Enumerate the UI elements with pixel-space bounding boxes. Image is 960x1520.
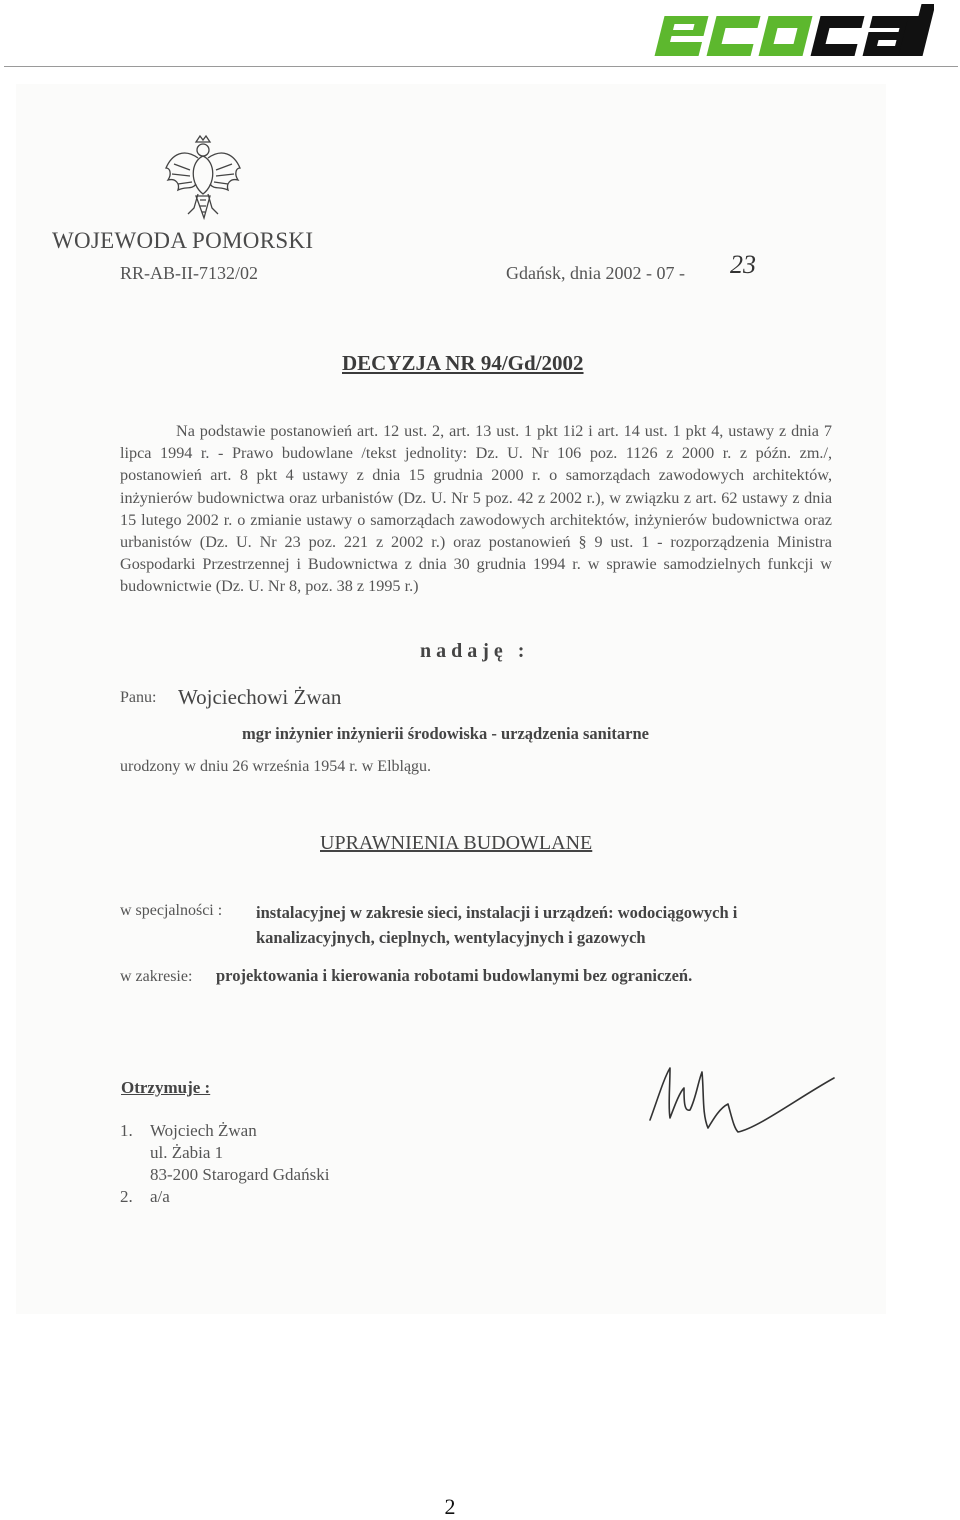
reference-number: RR-AB-II-7132/02 xyxy=(120,263,258,283)
receiver-number: 1. xyxy=(120,1121,133,1140)
polish-eagle-emblem xyxy=(160,134,246,222)
receivers-list xyxy=(120,1120,329,1208)
receiver-line: a/a xyxy=(150,1187,170,1206)
recipient-label: Panu: xyxy=(120,689,157,706)
header-divider xyxy=(4,66,958,67)
office-name: WOJEWODA POMORSKI xyxy=(52,228,314,253)
receiver-line: 83-200 Starogard Gdański xyxy=(150,1165,330,1184)
decision-title: DECYZJA NR 94/Gd/2002 xyxy=(342,351,584,375)
permissions-title: UPRAWNIENIA BUDOWLANE xyxy=(320,832,593,854)
receiver-number: 2. xyxy=(120,1187,133,1206)
legal-basis-paragraph xyxy=(120,420,832,598)
recipient-degree: mgr inżynier inżynierii środowiska - urządzenia sanitarne xyxy=(242,724,649,743)
page-number: 2 xyxy=(444,1494,456,1519)
receiver-item xyxy=(120,1120,329,1186)
place-and-date: Gdańsk, dnia 2002 - 07 - xyxy=(506,263,685,283)
ecocad-logo xyxy=(650,2,934,64)
handwritten-day: 23 xyxy=(730,250,756,279)
receiver-line: Wojciech Żwan xyxy=(150,1121,257,1140)
receiver-line: ul. Żabia 1 xyxy=(150,1143,224,1162)
handwritten-signature xyxy=(648,1058,838,1138)
birth-details: urodzony w dniu 26 września 1954 r. w Elblągu. xyxy=(120,758,432,775)
scope-text: projektowania i kierowania robotami budowlanymi bez ograniczeń. xyxy=(216,966,693,985)
specialty-text: instalacyjnej w zakresie sieci, instalacji i urządzeń: wodociągowych i kanalizacyjnych, cieplnych, wentylacyjnych i gazowych xyxy=(256,903,738,947)
receiver-item xyxy=(120,1186,329,1208)
grants-heading: nadaję : xyxy=(420,640,530,662)
receivers-label: Otrzymuje : xyxy=(121,1078,211,1097)
legal-basis-text: Na podstawie postanowień art. 12 ust. 2, art. 13 ust. 1 pkt 1i2 i art. 14 ust. 1 pkt 4, ustawy z dnia 7 lipca 1994 r. - Prawo budowlane /tekst jednolity: Dz. U. Nr 106 poz. 1126 z 2000 r. z późn. zm./, postanowień art. 8 pkt 4 ustawy z dnia 15 grudnia 2000 r. o samorządach zawodowych architektów, inżynierów budownictwa oraz urbanistów (Dz. U. Nr 5 poz. 42 z 2002 r.), w związku z art. 62 ustawy z dnia 15 lutego 2002 r. o zmianie ustawy o samorządach zawodowych architektów, inżynierów budownictwa oraz urbanistów (Dz. U. Nr 23 poz. 221 z 2002 r.) oraz postanowień § 9 ust. 1 - rozporządzenia Ministra Gospodarki Przestrzennej i Budownictwa z dnia 30 grudnia 1994 r. w sprawie samodzielnych funkcji w budownictwie (Dz. U. Nr 8, poz. 38 z 1995 r.) xyxy=(120,422,832,596)
scope-label: w zakresie: xyxy=(120,968,193,985)
specialty-label: w specjalności : xyxy=(120,902,223,919)
recipient-name: Wojciechowi Żwan xyxy=(178,685,342,709)
